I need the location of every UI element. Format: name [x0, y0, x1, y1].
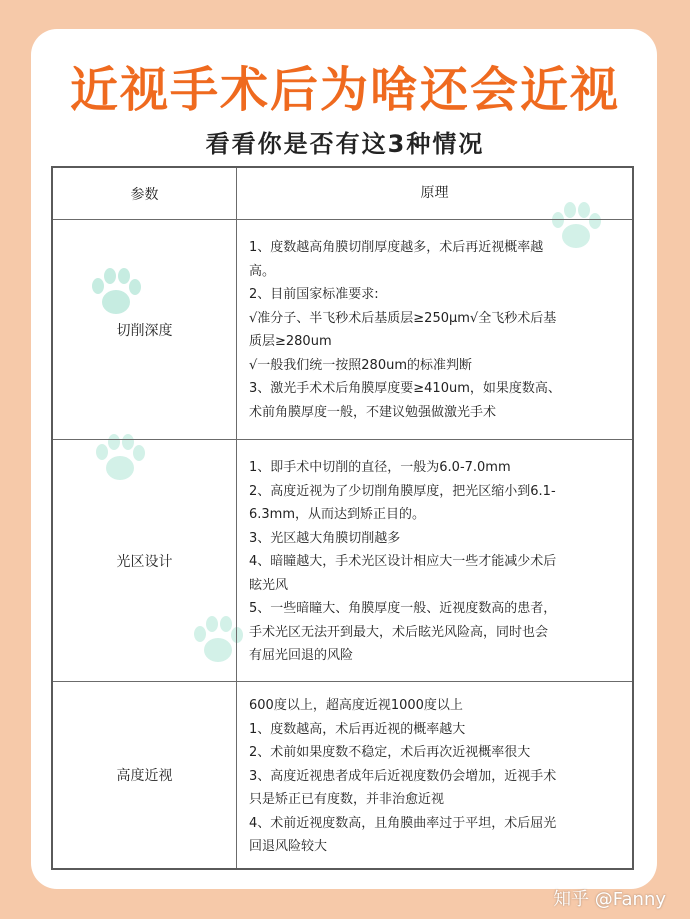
row-param: 光区设计	[53, 440, 237, 681]
principle-line: 3、光区越大角膜切削越多	[249, 530, 401, 546]
principle-line: 只是矫正已有度数，并非治愈近视	[249, 792, 445, 807]
principle-line: 6.3mm，从而达到矫正目的。	[249, 507, 426, 522]
table-row	[53, 682, 632, 868]
principle-line: 600度以上，超高度近视1000度以上	[249, 698, 463, 713]
principle-line: 2、术前如果度数不稳定，术后再次近视概率很大	[249, 745, 531, 760]
principle-line: 2、目前国家标准要求:	[249, 287, 379, 302]
table-row	[53, 440, 632, 682]
watermark-text: 知乎 @Fanny	[553, 889, 666, 910]
principle-line: 3、激光手术术后角膜厚度要≥410um，如果度数高、	[249, 381, 561, 396]
principle-line: 3、高度近视患者成年后近视度数仍会增加，近视手术	[249, 768, 557, 784]
header-param: 参数	[53, 168, 237, 219]
principle-line: 1、度数越高角膜切削厚度越多，术后再近视概率越	[249, 240, 544, 255]
info-table	[51, 166, 634, 870]
principle-line: 1、即手术中切削的直径，一般为6.0-7.0mm	[249, 460, 511, 475]
principle-line: 手术光区无法开到最大，术后眩光风险高，同时也会	[249, 624, 549, 640]
row-principle	[237, 220, 632, 439]
principle-line: 质层≥280um	[249, 334, 332, 349]
row-principle	[237, 682, 632, 868]
principle-line: 4、术前近视度数高，且角膜曲率过于平坦，术后屈光	[249, 815, 557, 831]
header-principle: 原理	[420, 184, 449, 201]
principle-line: 术前角膜厚度一般，不建议勉强做激光手术	[249, 404, 497, 420]
table-row	[53, 220, 632, 440]
row-principle	[237, 440, 632, 681]
principle-line: 有屈光回退的风险	[249, 648, 354, 663]
principle-line: 回退风险较大	[249, 839, 328, 854]
row-param: 切削深度	[53, 220, 237, 439]
principle-line: 1、度数越高，术后再近视的概率越大	[249, 721, 466, 737]
page-subtitle: 看看你是否有这3种情况	[205, 130, 485, 158]
row-param: 高度近视	[53, 682, 237, 868]
principle-line: √准分子、半飞秒术后基质层≥250μm√全飞秒术后基	[249, 310, 557, 326]
principle-line: √一般我们统一按照280um的标准判断	[249, 357, 472, 373]
table-header-row	[53, 168, 632, 220]
principle-line: 高。	[249, 263, 276, 279]
principle-line: 5、一些暗瞳大、角膜厚度一般、近视度数高的患者，	[249, 601, 557, 616]
principle-line: 4、暗瞳越大，手术光区设计相应大一些才能减少术后	[249, 554, 557, 569]
principle-line: 眩光风	[249, 577, 289, 593]
page-title: 近视手术后为啥还会近视	[69, 62, 620, 118]
principle-line: 2、高度近视为了少切削角膜厚度，把光区缩小到6.1-	[249, 483, 556, 499]
